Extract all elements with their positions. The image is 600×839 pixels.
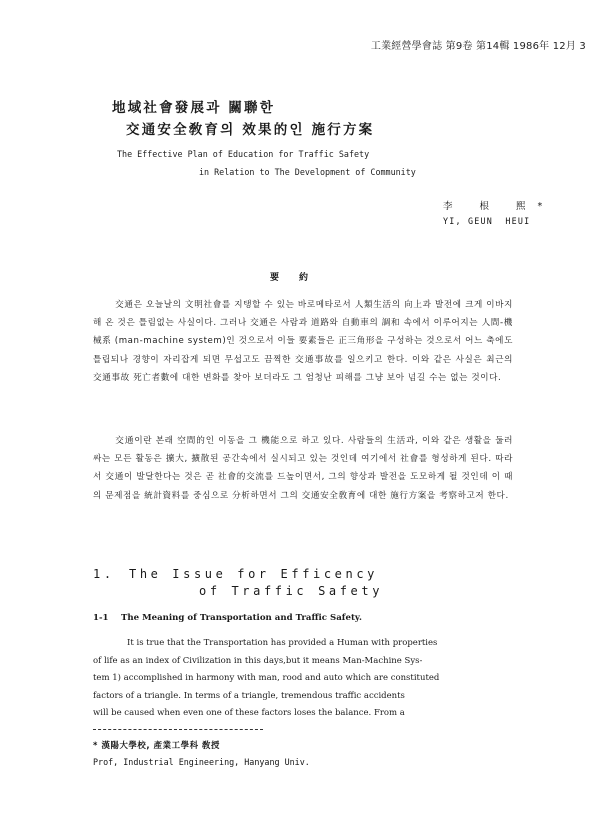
abstract-heading: 要約 (270, 273, 329, 283)
body-line: will be caused when even one of these factors loses the balance. From a (93, 708, 405, 719)
section-heading (93, 566, 383, 600)
subsection-title: The Meaning of Transportation and Traffic Safety. (121, 613, 362, 623)
section-title-line-1: The Issue for Efficency (129, 567, 378, 581)
english-title (117, 145, 537, 181)
subsection-number: 1-1 (93, 613, 109, 623)
body-line (93, 635, 515, 653)
author-name-english: YI, GEUN HEUI (443, 216, 531, 226)
footnote-affiliation-english: Prof, Industrial Engineering, Hanyang Univ. (93, 757, 310, 767)
body-line: factors of a triangle. In terms of a triangle, tremendous traffic accidents (93, 690, 405, 701)
korean-title-line-2: 交通安全敎育의 效果的인 施行方案 (126, 122, 375, 138)
subsection-heading (93, 613, 362, 623)
footnote-affiliation-korean: * 漢陽大學校, 產業工學科 敎授 (93, 740, 221, 750)
korean-title (112, 97, 492, 141)
abstract-paragraph-2 (93, 432, 513, 505)
abstract-paragraph-1 (93, 296, 513, 387)
body-line: of life as an index of Civilization in this days,but it means Man-Machine Sys- (93, 655, 423, 666)
footnote-divider (93, 729, 263, 730)
abstract-paragraph-2-text: 交通이란 본래 空間的인 이동을 그 機能으로 하고 있다. 사람들의 生活과, 이와 같은 생활을 둘러싸는 모든 활동은 擴大, 擴散된 공간속에서 실시되고 있는 것인데 여기에서 社會를 형성하게 된다. 따라서 交通이 발달한다는 것은 곧 社會的交流를 드높이면서, 그의 향상과 발전을 도모하게 될 것인데 이 때의 문제점을 統計資料를 중심으로 分析하면서 그의 交通安全敎育에 대한 施行方案을 考察하고저 한다. (93, 436, 513, 501)
section-title-line-2: of Traffic Safety (199, 584, 384, 598)
body-line: tem 1) accomplished in harmony with man, rood and auto which are constituted (93, 673, 440, 684)
body-paragraph (93, 635, 515, 723)
author-name-korean: 李 根 熙* (443, 201, 555, 212)
running-head: 工業經營學會誌 第9卷 第14輯 1986年 12月 3 (370, 41, 586, 52)
english-title-line-1: The Effective Plan of Education for Traffic Safety (117, 149, 370, 159)
korean-title-line-1: 地域社會發展과 關聯한 (112, 100, 275, 116)
english-title-line-2: in Relation to The Development of Community (199, 167, 416, 177)
body-line-text: It is true that the Transportation has provided a Human with properties (127, 638, 438, 648)
abstract-paragraph-1-text: 交通은 오늘날의 文明社會를 지탱할 수 있는 바로메타로서 人類生活의 向上과 발전에 크게 이바지해 온 것은 틀림없는 사실이다. 그러나 交通은 사람과 道路와 自動車의 調和 속에서 이루어지는 人間-機械系 (man-machine system)인 것으로서 이들 要素들은 正三角形을 구성하는 것으로서 어느 축에도 틀립되나 경향이 자리잡게 되면 무섭고도 끔찍한 交通事故를 일으키고 한다. 이와 같은 사실은 최근의 交通事故 死亡者數에 대한 변화를 찾아 보더라도 그 엄청난 피해를 그냥 보아 넘길 수는 없는 것이다. (93, 300, 513, 383)
section-number: 1. (93, 567, 115, 581)
